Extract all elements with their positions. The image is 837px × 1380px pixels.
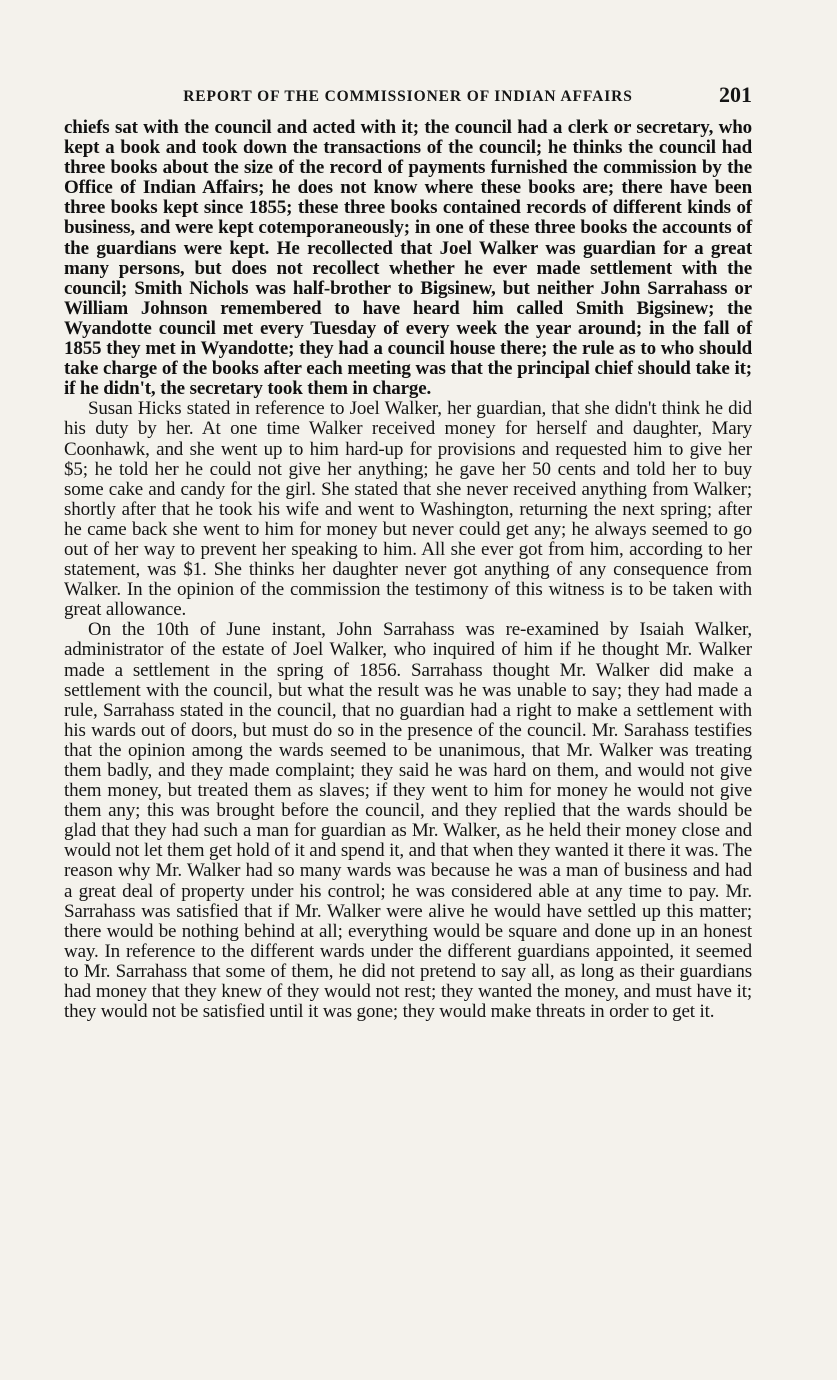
body-text — [64, 118, 752, 1022]
document-page — [64, 82, 752, 1022]
paragraph-susan-hicks: Susan Hicks stated in reference to Joel Walker, her guardian, that she didn't think he did his duty by her. At one time Walker received money for herself and daughter, Mary Coonhawk, and she went up to him hard-up for provisions and requested him to give her $5; he told her he could not give her anything; he gave her 50 cents and told her to buy some cake and candy for the girl. She stated that she never received anything from Walker; shortly after that he took his wife and went to Washington, returning the next spring; after he came back she went to him for money but never could get any; he always seemed to go out of her way to prevent her speaking to him. All she ever got from him, according to her statement, was $1. She thinks her daughter never got anything of any consequence from Walker. In the opinion of the commission the testimony of this witness is to be taken with great allowance. — [64, 398, 752, 621]
paragraph-continued: chiefs sat with the council and acted with it; the council had a clerk or secretary, who kept a book and took down the transactions of the council; he thinks the council had three books about the size of the record of payments furnished the commission by the Office of Indian Affairs; he does not know where these books are; there have been three books kept since 1855; these three books contained records of different kinds of business, and were kept cotemporaneously; in one of these three books the accounts of the guardians were kept. He recollected that Joel Walker was guardian for a great many persons, but does not recollect whether he ever made settlement with the council; Smith Nichols was half-brother to Bigsinew, but neither John Sarrahass or William Johnson remembered to have heard him called Smith Bigsinew; the Wyandotte council met every Tuesday of every week the year around; in the fall of 1855 they met in Wyandotte; they had a council house there; the rule as to who should take charge of the books after each meeting was that the principal chief should take it; if he didn't, the secretary took them in charge. — [64, 117, 752, 400]
running-header — [64, 82, 752, 114]
running-title: REPORT OF THE COMMISSIONER OF INDIAN AFFAIRS — [183, 88, 633, 105]
page-number: 201 — [719, 82, 752, 107]
paragraph-sarrahass-reexamined: On the 10th of June instant, John Sarrahass was re-examined by Isaiah Walker, administrator of the estate of Joel Walker, who inquired of him if he thought Mr. Walker made a settlement in the spring of 1856. Sarrahass thought Mr. Walker did make a settlement with the council, but what the result was he was unable to say; they had made a rule, Sarrahass stated in the council, that no guardian had a right to make a settlement with his wards out of doors, but must do so in the presence of the council. Mr. Sarahass testifies that the opinion among the wards seemed to be unanimous, that Mr. Walker was treating them badly, and they made complaint; they said he was hard on them, and would not give them money, but treated them as slaves; if they went to him for money he would not give them any; this was brought before the council, and they replied that the wards should be glad that they had such a man for guardian as Mr. Walker, as he held their money close and would not let them get hold of it and spend it, and that when they wanted it there it was. The reason why Mr. Walker had so many wards was because he was a man of business and had a great deal of property under his control; he was considered able at any time to pay. Mr. Sarrahass was satisfied that if Mr. Walker were alive he would have settled up this matter; there would be nothing behind at all; everything would be square and done up in an honest way. In reference to the different wards under the different guardians appointed, it seemed to Mr. Sarrahass that some of them, he did not pretend to say all, as long as their guardians had money that they knew of they would not rest; they wanted the money, and must have it; they would not be satisfied until it was gone; they would make threats in order to get it. — [64, 619, 752, 1023]
